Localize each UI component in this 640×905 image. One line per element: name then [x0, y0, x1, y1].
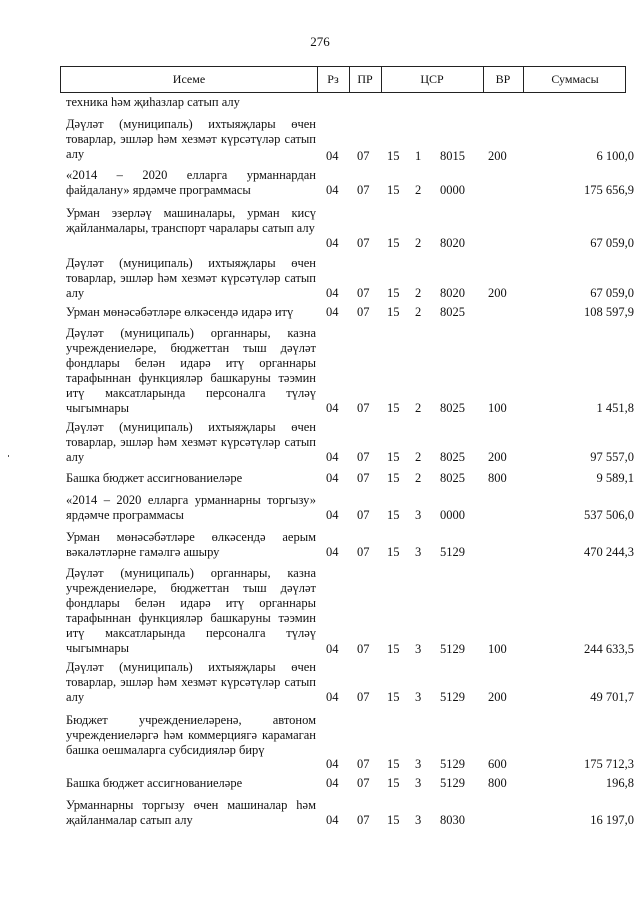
row-rz: 04 [326, 813, 339, 827]
row-sum: 244 633,5 [584, 642, 634, 656]
row-csr-code: 8025 [440, 450, 465, 464]
row-rz: 04 [326, 450, 339, 464]
row-pr: 07 [357, 813, 370, 827]
table-row [0, 493, 640, 523]
table-row [0, 713, 640, 773]
row-csr-code: 8025 [440, 305, 465, 319]
header-csr: ЦСР [420, 72, 444, 86]
row-pr: 07 [357, 401, 370, 415]
row-csr-subprogram: 3 [415, 642, 422, 656]
row-csr-subprogram: 2 [415, 305, 422, 319]
row-name: Дәүләт (муниципаль) органнары, казна учреждениеләре, бюджеттан тыш дәүләт фондлары белән идарә итү органнары тарафыннан функцияләр башкаруны тәэмин итү максатларында персоналга түләү чыгымнары [66, 326, 316, 415]
row-csr-code: 8025 [440, 401, 465, 415]
row-csr-program: 15 [387, 401, 400, 415]
table-header [60, 66, 626, 93]
row-pr: 07 [357, 450, 370, 464]
row-vr: 100 [488, 642, 507, 656]
row-csr-program: 15 [387, 236, 400, 250]
row-csr-code: 5129 [440, 690, 465, 704]
table-row [0, 776, 640, 792]
header-vr: ВР [495, 72, 511, 86]
row-csr-subprogram: 2 [415, 183, 422, 197]
row-sum: 9 589,1 [596, 471, 634, 485]
header-rz: Рз [327, 72, 339, 86]
row-rz: 04 [326, 471, 339, 485]
table-row [0, 206, 640, 251]
row-csr-subprogram: 3 [415, 508, 422, 522]
row-pr: 07 [357, 776, 370, 790]
row-csr-code: 8020 [440, 236, 465, 250]
row-name: Дәүләт (муниципаль) ихтыяҗлары өчен товарлар, эшләр һәм хезмәт күрсәтүләр сатып алу [66, 420, 316, 464]
row-pr: 07 [357, 642, 370, 656]
row-csr-code: 8015 [440, 149, 465, 163]
row-csr-code: 8020 [440, 286, 465, 300]
table-row [0, 420, 640, 465]
row-pr: 07 [357, 149, 370, 163]
table-row [0, 168, 640, 198]
row-pr: 07 [357, 286, 370, 300]
row-csr-subprogram: 2 [415, 401, 422, 415]
row-csr-subprogram: 3 [415, 545, 422, 559]
row-sum: 6 100,0 [596, 149, 634, 163]
table-row [0, 305, 640, 321]
row-pr: 07 [357, 545, 370, 559]
row-sum: 470 244,3 [584, 545, 634, 559]
row-csr-program: 15 [387, 545, 400, 559]
row-csr-subprogram: 2 [415, 236, 422, 250]
row-csr-subprogram: 2 [415, 286, 422, 300]
row-csr-program: 15 [387, 471, 400, 485]
row-csr-code: 0000 [440, 508, 465, 522]
row-csr-subprogram: 2 [415, 450, 422, 464]
row-name: Урманнарны торгызу өчен машиналар һәм җайланмалар сатып алу [66, 798, 316, 827]
header-pr: ПР [357, 72, 373, 86]
row-name: техника һәм җиһазлар сатып алу [66, 95, 240, 109]
row-rz: 04 [326, 401, 339, 415]
row-csr-program: 15 [387, 450, 400, 464]
row-vr: 600 [488, 757, 507, 771]
row-pr: 07 [357, 183, 370, 197]
row-sum: 108 597,9 [584, 305, 634, 319]
row-name: Урман эзерләү машиналары, урман кисү җайланмалары, транспорт чаралары сатып алу [66, 206, 316, 235]
row-csr-subprogram: 3 [415, 776, 422, 790]
row-pr: 07 [357, 690, 370, 704]
row-csr-code: 5129 [440, 757, 465, 771]
row-name: Дәүләт (муниципаль) ихтыяҗлары өчен товарлар, эшләр һәм хезмәт күрсәтүләр сатып алу [66, 256, 316, 300]
row-rz: 04 [326, 305, 339, 319]
row-rz: 04 [326, 642, 339, 656]
row-pr: 07 [357, 757, 370, 771]
row-pr: 07 [357, 471, 370, 485]
row-rz: 04 [326, 776, 339, 790]
row-vr: 800 [488, 471, 507, 485]
row-rz: 04 [326, 183, 339, 197]
row-csr-program: 15 [387, 776, 400, 790]
row-sum: 196,8 [605, 776, 634, 790]
row-csr-subprogram: 1 [415, 149, 422, 163]
row-vr: 200 [488, 149, 507, 163]
row-pr: 07 [357, 508, 370, 522]
row-vr: 200 [488, 286, 507, 300]
header-name: Исеме [172, 72, 206, 86]
row-name: Башка бюджет ассигнованиеләре [66, 471, 243, 485]
table-row [0, 660, 640, 705]
row-csr-program: 15 [387, 183, 400, 197]
table-row [0, 256, 640, 301]
row-name: Дәүләт (муниципаль) органнары, казна учреждениеләре, бюджеттан тыш дәүләт фондлары белән идарә итү органнары тарафыннан функцияләр башкаруны тәэмин итү максатларында персоналга түләү чыгымнары [66, 566, 316, 655]
row-csr-code: 5129 [440, 545, 465, 559]
row-sum: 537 506,0 [584, 508, 634, 522]
row-name: «2014 – 2020 елларга урманнардан файдалану» ярдәмче программасы [66, 168, 316, 197]
header-sum: Суммасы [551, 72, 599, 86]
row-csr-code: 5129 [440, 776, 465, 790]
row-csr-subprogram: 2 [415, 471, 422, 485]
table-row [0, 471, 640, 487]
row-csr-program: 15 [387, 508, 400, 522]
row-csr-code: 5129 [440, 642, 465, 656]
row-sum: 175 656,9 [584, 183, 634, 197]
row-rz: 04 [326, 757, 339, 771]
row-csr-subprogram: 3 [415, 813, 422, 827]
row-vr: 200 [488, 450, 507, 464]
row-name: Урман мөнәсәбәтләре өлкәсендә аерым вәкаләтләрне гамәлгә ашыру [66, 530, 316, 559]
row-pr: 07 [357, 305, 370, 319]
row-rz: 04 [326, 690, 339, 704]
row-csr-code: 0000 [440, 183, 465, 197]
table-row [0, 566, 640, 656]
row-csr-subprogram: 3 [415, 757, 422, 771]
row-name: Бюджет учреждениеләренә, автоном учреждениеләргә һәм коммерциягә карамаган башка оешмаларга субсидияләр бирү [66, 713, 316, 757]
table-row [0, 95, 640, 111]
row-pr: 07 [357, 236, 370, 250]
table-body [0, 93, 640, 827]
row-csr-subprogram: 3 [415, 690, 422, 704]
row-csr-program: 15 [387, 690, 400, 704]
table-row [0, 530, 640, 560]
row-sum: 97 557,0 [590, 450, 634, 464]
row-csr-program: 15 [387, 286, 400, 300]
table-row [0, 798, 640, 828]
row-vr: 800 [488, 776, 507, 790]
row-csr-code: 8030 [440, 813, 465, 827]
row-name: «2014 – 2020 елларга урманнарны торгызу» ярдәмче программасы [66, 493, 316, 522]
table-row [0, 326, 640, 416]
row-rz: 04 [326, 236, 339, 250]
row-rz: 04 [326, 149, 339, 163]
row-sum: 16 197,0 [590, 813, 634, 827]
row-csr-code: 8025 [440, 471, 465, 485]
row-name: Дәүләт (муниципаль) ихтыяҗлары өчен товарлар, эшләр һәм хезмәт күрсәтүләр сатып алу [66, 660, 316, 704]
row-csr-program: 15 [387, 642, 400, 656]
margin-mark [8, 455, 9, 457]
row-vr: 100 [488, 401, 507, 415]
row-name: Урман мөнәсәбәтләре өлкәсендә идарә итү [66, 305, 294, 319]
row-name: Дәүләт (муниципаль) ихтыяҗлары өчен товарлар, эшләр һәм хезмәт күрсәтүләр сатып алу [66, 117, 316, 161]
row-sum: 175 712,3 [584, 757, 634, 771]
table-row [0, 117, 640, 162]
row-rz: 04 [326, 545, 339, 559]
page-number: 276 [310, 34, 330, 49]
row-vr: 200 [488, 690, 507, 704]
row-csr-program: 15 [387, 149, 400, 163]
row-sum: 49 701,7 [590, 690, 634, 704]
row-rz: 04 [326, 286, 339, 300]
row-sum: 67 059,0 [590, 286, 634, 300]
row-csr-program: 15 [387, 757, 400, 771]
row-rz: 04 [326, 508, 339, 522]
row-sum: 1 451,8 [596, 401, 634, 415]
row-csr-program: 15 [387, 813, 400, 827]
row-name: Башка бюджет ассигнованиеләре [66, 776, 243, 790]
row-sum: 67 059,0 [590, 236, 634, 250]
row-csr-program: 15 [387, 305, 400, 319]
